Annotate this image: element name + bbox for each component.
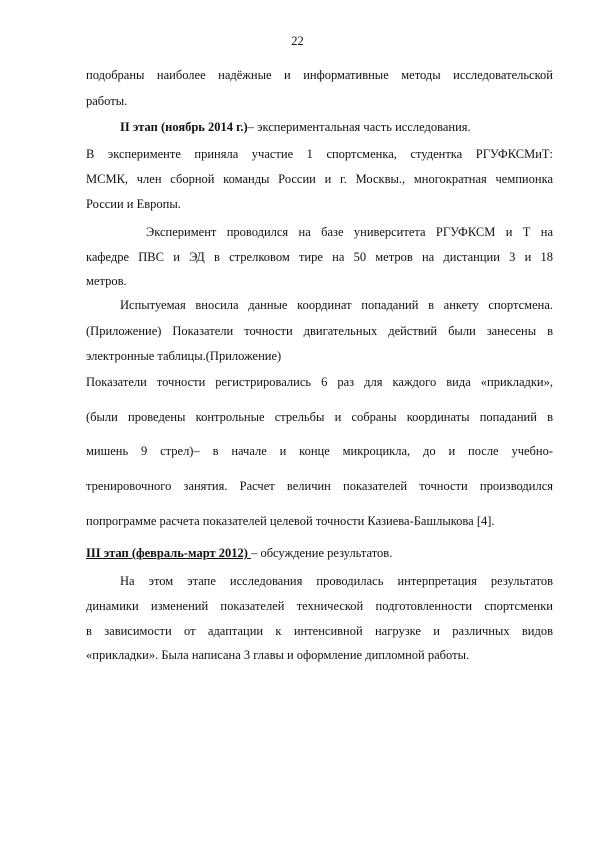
text-line: МСМК, член сборной команды России и г. Москвы., многократная чемпионка xyxy=(86,172,553,186)
text-line: Показатели точности регистрировались 6 раз для каждого вида «прикладки», xyxy=(86,375,553,389)
stage-3-description: – обсуждение результатов. xyxy=(251,546,393,560)
text-line: тренировочного занятия. Расчет величин показателей точности производился xyxy=(86,479,553,493)
stage-2-description: – экспериментальная часть исследования. xyxy=(247,120,471,134)
text-line: России и Европы. xyxy=(86,197,181,211)
text-line: В эксперименте приняла участие 1 спортсменка, студентка РГУФКСМиТ: xyxy=(86,147,553,161)
text-line: «прикладки». Была написана 3 главы и оформление дипломной работы. xyxy=(86,648,470,662)
text-line: Эксперимент проводился на базе университета РГУФКСМ и Т на xyxy=(146,225,553,239)
text-line: попрограмме расчета показателей целевой точности Казиева-Башлыкова [4]. xyxy=(86,514,495,528)
text-line: мишень 9 стрел)– в начале и конце микроцикла, до и после учебно- xyxy=(86,444,553,458)
text-line: подобраны наиболее надёжные и информативные методы исследовательской xyxy=(86,68,553,82)
text-line: На этом этапе исследования проводилась интерпретация результатов xyxy=(120,574,553,588)
text-line: работы. xyxy=(86,94,128,108)
text-line: динамики изменений показателей технической подготовленности спортсменки xyxy=(86,599,553,613)
text-line: Испытуемая вносила данные координат попаданий в анкету спортсмена. xyxy=(120,298,553,312)
text-line: в зависимости от адаптации к интенсивной нагрузке и различных видов xyxy=(86,624,553,638)
text-line: электронные таблицы.(Приложение) xyxy=(86,349,282,363)
text-line: кафедре ПВС и ЭД в стрелковом тире на 50 метров на дистанции 3 и 18 xyxy=(86,250,553,264)
text-line: (были проведены контрольные стрельбы и собраны координаты попаданий в xyxy=(86,410,553,424)
stage-3-heading xyxy=(86,546,553,561)
stage-2-label: II этап (ноябрь 2014 г.) xyxy=(120,120,248,134)
stage-2-heading xyxy=(120,120,553,135)
text-line: (Приложение) Показатели точности двигательных действий были занесены в xyxy=(86,324,553,338)
stage-3-label: III этап (февраль-март 2012) xyxy=(86,546,252,560)
text-line: метров. xyxy=(86,274,127,288)
page-number: 22 xyxy=(291,34,304,48)
